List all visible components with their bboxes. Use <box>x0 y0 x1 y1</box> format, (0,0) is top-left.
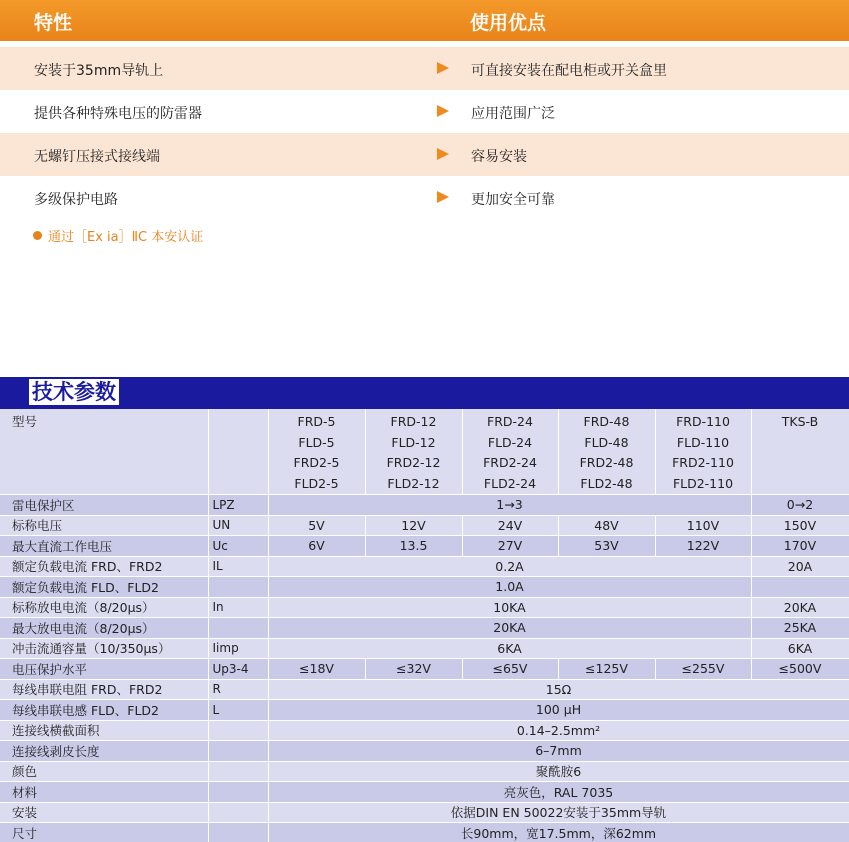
model-name: FRD2-24 <box>483 455 537 470</box>
param-value-tks: 20KA <box>751 597 849 618</box>
table-row <box>0 618 849 639</box>
table-row <box>0 495 849 516</box>
param-name: 每线串联电感 FLD、FLD2 <box>0 700 208 721</box>
param-name: 标称电压 <box>0 515 208 536</box>
certification-text: 通过［Ex ia］ⅡC 本安认证 <box>48 230 204 245</box>
model-name: FRD-110 <box>676 414 730 429</box>
param-value: 10KA <box>268 597 751 618</box>
table-row <box>0 515 849 536</box>
feature-row <box>0 90 849 133</box>
feature-row <box>0 176 849 219</box>
param-name: 材料 <box>0 782 208 803</box>
param-value: 100 μH <box>268 700 849 721</box>
model-name: FRD2-12 <box>386 455 441 470</box>
arrow-right-icon <box>437 105 449 117</box>
table-row <box>0 700 849 721</box>
param-value: 12V <box>365 515 462 536</box>
table-row <box>0 536 849 557</box>
feature-text: 多级保护电路 <box>34 192 118 208</box>
param-symbol <box>208 802 268 823</box>
param-value-tks <box>751 577 849 598</box>
param-symbol <box>208 782 268 803</box>
param-value-tks: 6KA <box>751 638 849 659</box>
table-row <box>0 597 849 618</box>
model-name: FLD2-48 <box>580 475 633 491</box>
table-row <box>0 638 849 659</box>
model-name: FRD-48 <box>583 414 630 429</box>
table-row <box>0 782 849 803</box>
param-symbol <box>208 761 268 782</box>
param-symbol: Uc <box>208 536 268 557</box>
model-name: FRD2-5 <box>293 455 340 470</box>
advantage-text: 容易安装 <box>471 149 527 165</box>
param-value: 110V <box>655 515 751 536</box>
param-value: ≤32V <box>365 659 462 680</box>
advantages-title: 使用优点 <box>470 12 547 34</box>
table-row <box>0 679 849 700</box>
param-value: 13.5 <box>365 536 462 557</box>
table-row <box>0 761 849 782</box>
table-row <box>0 802 849 823</box>
param-value-tks: 0→2 <box>751 495 849 516</box>
model-label: 型号 <box>0 409 208 495</box>
param-symbol <box>208 618 268 639</box>
param-value: 1→3 <box>268 495 751 516</box>
features-header <box>0 0 849 41</box>
param-symbol: L <box>208 700 268 721</box>
model-name: FRD2-48 <box>579 455 634 470</box>
model-cell <box>462 409 558 495</box>
model-cell <box>655 409 751 495</box>
param-symbol: In <box>208 597 268 618</box>
model-cell <box>365 409 462 495</box>
param-name: 雷电保护区 <box>0 495 208 516</box>
param-name: 最大直流工作电压 <box>0 536 208 557</box>
param-symbol: Iimp <box>208 638 268 659</box>
model-name: FRD-12 <box>390 414 437 429</box>
param-name: 额定负载电流 FRD、FRD2 <box>0 556 208 577</box>
table-row <box>0 823 849 842</box>
model-name: FLD2-24 <box>483 475 537 491</box>
spec-table <box>0 409 849 842</box>
model-cell <box>268 409 365 495</box>
param-value: 150V <box>751 515 849 536</box>
param-name: 每线串联电阻 FRD、FRD2 <box>0 679 208 700</box>
model-name: FLD-110 <box>676 434 730 450</box>
model-name: FLD-24 <box>487 434 533 450</box>
table-row <box>0 577 849 598</box>
model-name: FLD2-12 <box>387 475 440 491</box>
param-value: 聚酰胺6 <box>268 761 849 782</box>
table-row <box>0 659 849 680</box>
param-value: 6V <box>268 536 365 557</box>
feature-text: 安装于35mm导轨上 <box>34 63 164 79</box>
param-value: ≤65V <box>462 659 558 680</box>
arrow-right-icon <box>437 62 449 74</box>
model-name: FLD-12 <box>391 434 436 450</box>
features-title: 特性 <box>34 12 73 34</box>
param-value: 0.14–2.5mm² <box>268 720 849 741</box>
param-value: ≤125V <box>558 659 655 680</box>
param-value: 6–7mm <box>268 741 849 762</box>
arrow-right-icon <box>437 148 449 160</box>
param-value: 6KA <box>268 638 751 659</box>
param-name: 最大放电电流（8/20μs） <box>0 618 208 639</box>
param-name: 电压保护水平 <box>0 659 208 680</box>
param-value: 20KA <box>268 618 751 639</box>
param-symbol: IL <box>208 556 268 577</box>
param-value: 170V <box>751 536 849 557</box>
table-row <box>0 409 849 495</box>
table-row <box>0 741 849 762</box>
tech-header <box>0 377 849 409</box>
param-value: 依据DIN EN 50022安装于35mm导轨 <box>268 802 849 823</box>
param-name: 标称放电电流（8/20μs） <box>0 597 208 618</box>
feature-text: 无螺钉压接式接线端 <box>34 149 160 165</box>
arrow-right-icon <box>437 191 449 203</box>
advantage-text: 更加安全可靠 <box>471 192 555 208</box>
model-name: FLD2-110 <box>672 475 734 491</box>
param-value: 1.0A <box>268 577 751 598</box>
param-name: 颜色 <box>0 761 208 782</box>
param-name: 连接线横截面积 <box>0 720 208 741</box>
tech-title: 技术参数 <box>29 379 119 405</box>
param-symbol: Up3-4 <box>208 659 268 680</box>
param-value: 长90mm，宽17.5mm，深62mm <box>268 823 849 842</box>
param-name: 连接线剥皮长度 <box>0 741 208 762</box>
param-value: 53V <box>558 536 655 557</box>
param-value: ≤255V <box>655 659 751 680</box>
param-value: 122V <box>655 536 751 557</box>
certification-note <box>33 226 203 245</box>
param-value: 27V <box>462 536 558 557</box>
param-value: 24V <box>462 515 558 536</box>
advantage-text: 应用范围广泛 <box>471 106 555 122</box>
param-symbol: R <box>208 679 268 700</box>
param-value: 15Ω <box>268 679 849 700</box>
param-value: 0.2A <box>268 556 751 577</box>
param-symbol: UN <box>208 515 268 536</box>
model-name: FRD-24 <box>487 414 533 429</box>
feature-text: 提供各种特殊电压的防雷器 <box>34 106 202 122</box>
model-name: FLD2-5 <box>294 475 339 491</box>
model-name: TKS-B <box>781 414 819 429</box>
param-symbol <box>208 741 268 762</box>
model-cell <box>751 409 849 495</box>
feature-row <box>0 133 849 176</box>
model-cell <box>558 409 655 495</box>
param-value: 48V <box>558 515 655 536</box>
model-name: FLD-5 <box>298 434 335 450</box>
model-name: FRD2-110 <box>672 455 734 470</box>
symbol-cell <box>208 409 268 495</box>
param-name: 安装 <box>0 802 208 823</box>
param-name: 额定负载电流 FLD、FLD2 <box>0 577 208 598</box>
feature-row <box>0 47 849 90</box>
param-value: ≤500V <box>751 659 849 680</box>
param-value: 亮灰色，RAL 7035 <box>268 782 849 803</box>
param-symbol <box>208 823 268 842</box>
param-value-tks: 25KA <box>751 618 849 639</box>
table-row <box>0 720 849 741</box>
param-value: 5V <box>268 515 365 536</box>
model-name: FRD-5 <box>297 414 336 429</box>
param-symbol <box>208 720 268 741</box>
param-value: ≤18V <box>268 659 365 680</box>
advantage-text: 可直接安装在配电柜或开关盒里 <box>471 63 667 79</box>
param-name: 尺寸 <box>0 823 208 842</box>
param-symbol <box>208 577 268 598</box>
param-name: 冲击流通容量（10/350μs） <box>0 638 208 659</box>
table-row <box>0 556 849 577</box>
param-value-tks: 20A <box>751 556 849 577</box>
param-symbol: LPZ <box>208 495 268 516</box>
model-name: FLD-48 <box>584 434 629 450</box>
bullet-icon <box>33 231 42 240</box>
